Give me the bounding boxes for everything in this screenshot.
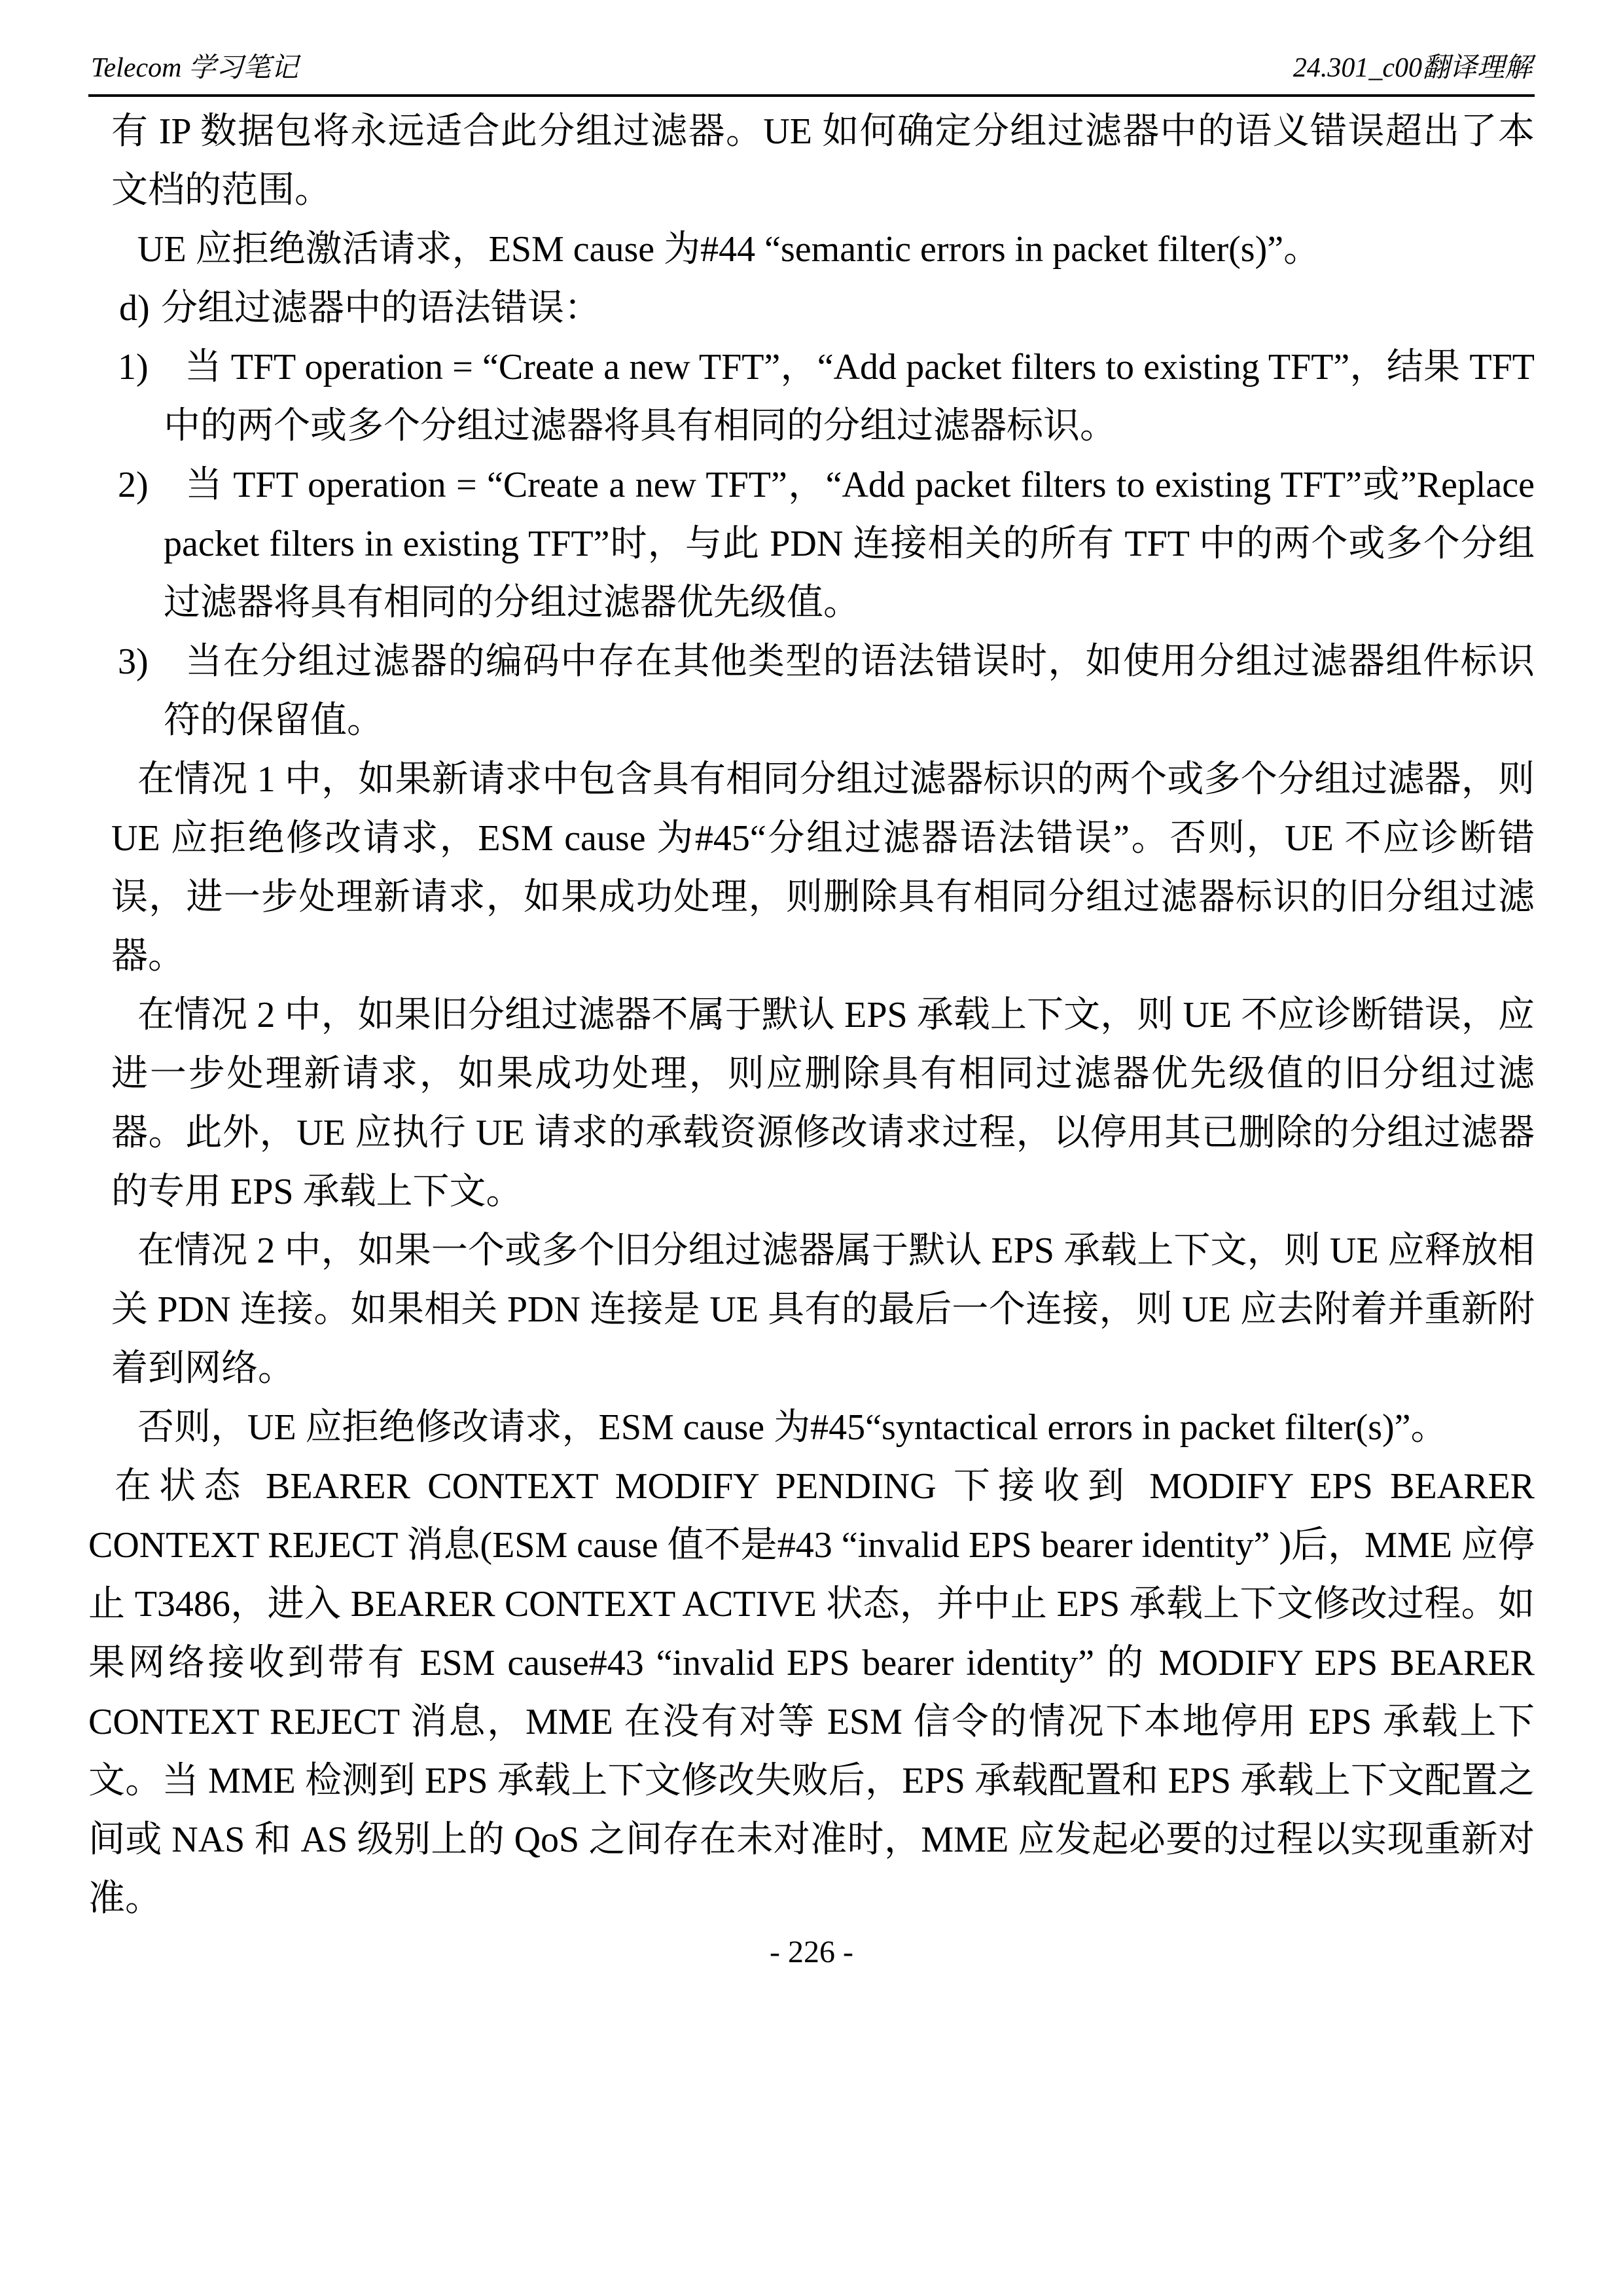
list-item-d-text: 分组过滤器中的语法错误：	[161, 288, 601, 329]
document-body	[88, 102, 1535, 1928]
numbered-item-3-label: 3)	[118, 641, 149, 682]
numbered-item-1	[118, 338, 1535, 456]
numbered-list	[111, 338, 1535, 750]
page-header	[88, 39, 1535, 97]
numbered-item-3-text: 当在分组过滤器的编码中存在其他类型的语法错误时，如使用分组过滤器组件标识符的保留值。	[164, 641, 1535, 741]
paragraph-case2-default-bearer: 在情况 2 中，如果旧分组过滤器不属于默认 EPS 承载上下文，则 UE 不应诊断错误，应进一步处理新请求，如果成功处理，则应删除具有相同过滤器优先级值的旧分组过滤器。此外，UE 应执行 UE 请求的承载资源修改请求过程，以停用其已删除的分组过滤器的专用 EPS 承载上下文。	[111, 995, 1535, 1212]
list-item-d-label: d)	[119, 288, 150, 329]
numbered-item-1-label: 1)	[118, 347, 149, 387]
page-number: - 226 -	[770, 1935, 853, 1969]
nested-section	[111, 102, 1535, 1457]
header-right-title: 24.301_c00翻译理解	[1293, 53, 1532, 83]
paragraph-case1: 在情况 1 中，如果新请求中包含具有相同分组过滤器标识的两个或多个分组过滤器，则 UE 应拒绝修改请求，ESM cause 为#45“分组过滤器语法错误”。否则，UE 不应诊断错误，进一步处理新请求，如果成功处理，则删除具有相同分组过滤器标识的旧分组过滤器。	[111, 759, 1535, 977]
paragraph-reject-activation: UE 应拒绝激活请求，ESM cause 为#44 “semantic errors in packet filter(s)”。	[137, 229, 1321, 270]
paragraph-otherwise-reject: 否则，UE 应拒绝修改请求，ESM cause 为#45“syntactical errors in packet filter(s)”。	[137, 1407, 1448, 1448]
numbered-item-3	[118, 632, 1535, 750]
numbered-item-2	[118, 456, 1535, 632]
header-left-title: Telecom 学习笔记	[91, 53, 298, 83]
paragraph-case2-release-pdn: 在情况 2 中，如果一个或多个旧分组过滤器属于默认 EPS 承载上下文，则 UE 应释放相关 PDN 连接。如果相关 PDN 连接是 UE 具有的最后一个连接，则 UE 应去附着并重新附着到网络。	[111, 1230, 1535, 1389]
page-footer	[0, 1934, 1623, 1970]
paragraph-mme-procedure: 在状态 BEARER CONTEXT MODIFY PENDING 下接收到 MODIFY EPS BEARER CONTEXT REJECT 消息(ESM cause 值不是#43 “invalid EPS bearer identity” )后，MME 应停止 T3486，进入 BEARER CONTEXT ACTIVE 状态，并中止 EPS 承载上下文修改过程。如果网络接收到带有 ESM cause#43 “invalid EPS bearer identity” 的 MODIFY EPS BEARER CONTEXT REJECT 消息，MME 在没有对等 ESM 信令的情况下本地停用 EPS 承载上下文。当 MME 检测到 EPS 承载上下文修改失败后，EPS 承载配置和 EPS 承载上下文配置之间或 NAS 和 AS 级别上的 QoS 之间存在未对准时，MME 应发起必要的过程以实现重新对准。	[88, 1466, 1535, 1919]
numbered-item-2-text: 当 TFT operation = “Create a new TFT”，“Add packet filters to existing TFT”或”Replace packet filters in existing TFT”时，与此 PDN 连接相关的所有 TFT 中的两个或多个分组过滤器将具有相同的分组过滤器优先级值。	[164, 465, 1535, 623]
numbered-item-1-text: 当 TFT operation = “Create a new TFT”，“Add packet filters to existing TFT”，结果 TFT 中的两个或多个分组过滤器将具有相同的分组过滤器标识。	[164, 347, 1535, 446]
list-item-d	[111, 279, 1535, 338]
numbered-item-2-label: 2)	[118, 465, 149, 505]
paragraph-semantic-error-continuation: 有 IP 数据包将永远适合此分组过滤器。UE 如何确定分组过滤器中的语义错误超出了本文档的范围。	[111, 111, 1535, 211]
